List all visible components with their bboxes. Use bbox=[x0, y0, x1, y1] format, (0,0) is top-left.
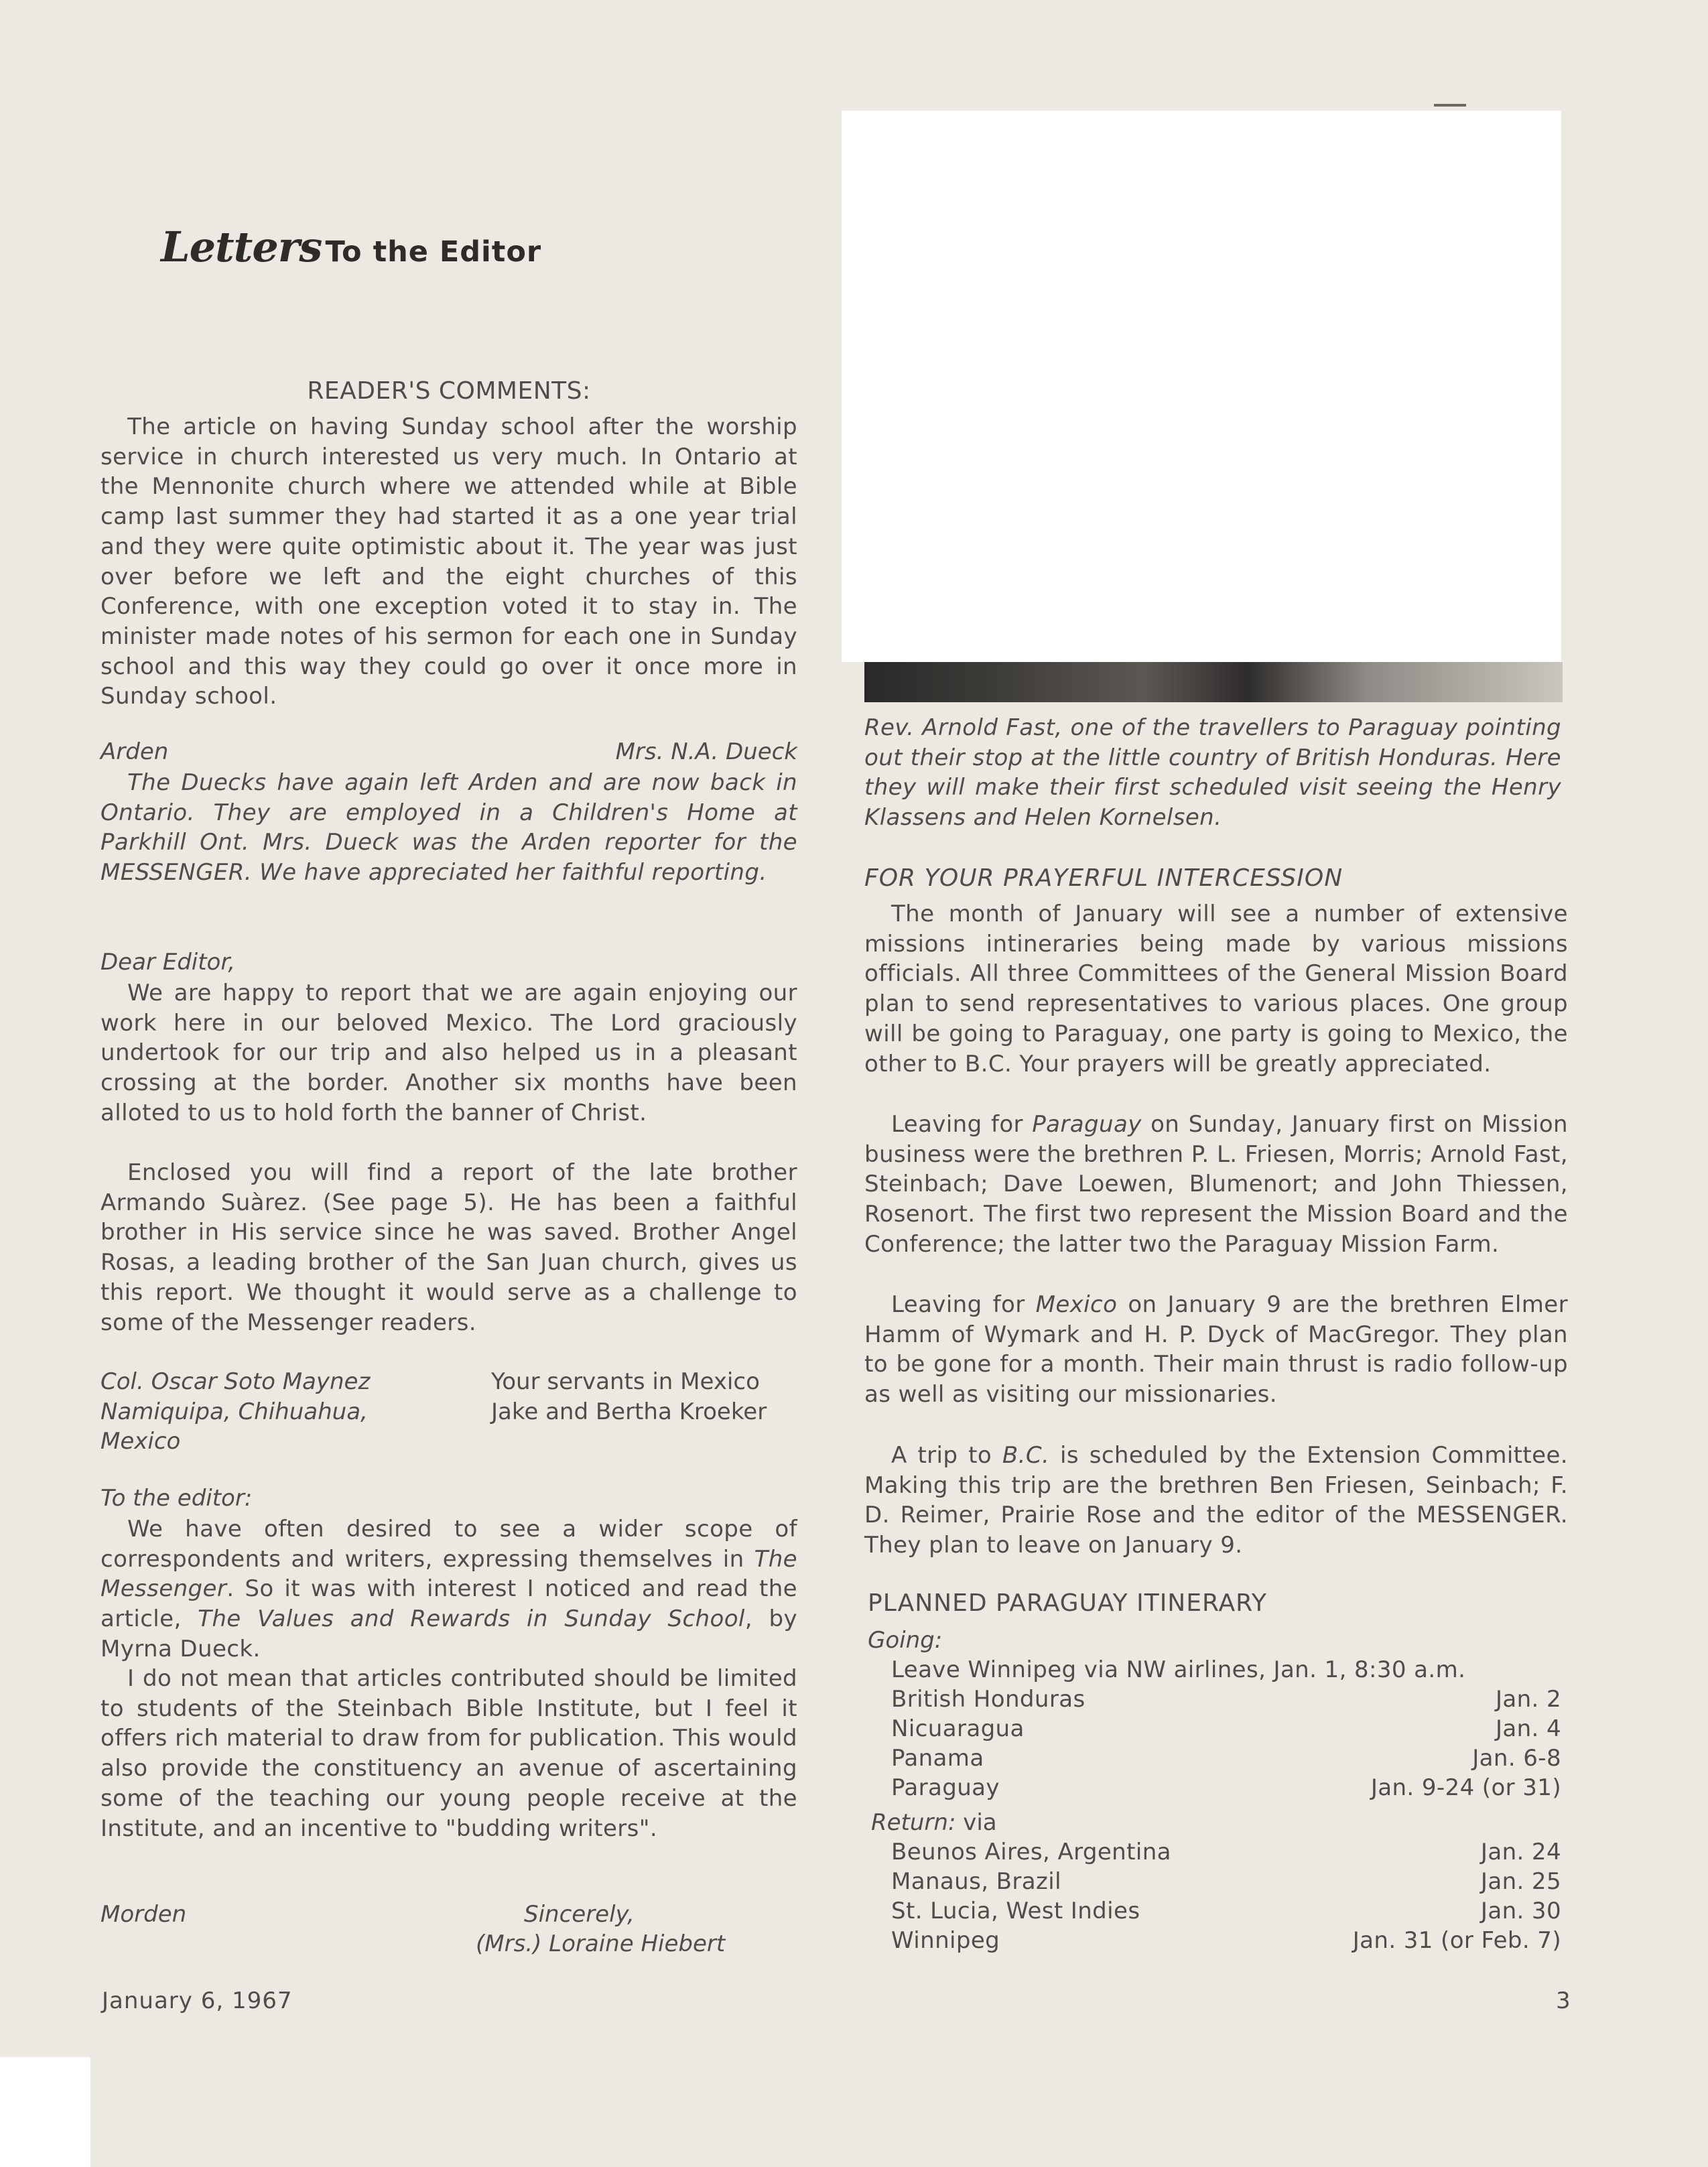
letter1-editor-note: The Duecks have again left Arden and are now back in Ontario. They are employed in a Children's Home at Parkhill Ont. Mrs. Dueck was the Arden reporter for the MESSENGER. We have appreciated her faithful reporting. bbox=[101, 769, 797, 886]
itinerary-row bbox=[891, 1868, 1561, 1898]
itinerary-row bbox=[891, 1656, 1561, 1686]
photo-caption: Rev. Arnold Fast, one of the travellers to Paraguay pointing out their stop at the little country of British Honduras. Here they will make their first scheduled visit seeing the Henry Klassens and Helen Kornelsen. bbox=[864, 714, 1561, 832]
letter2-para1: We are happy to report that we are again enjoying our work here in our beloved Mexico. The Lord graciously undertook for our trip and also helped us in a pleasant crossing at the border. Another six months have been alloted to us to hold forth the banner of Christ. bbox=[101, 980, 797, 1126]
letter2-para2: Enclosed you will find a report of the late brother Armando Suàrez. (See page 5). He has been a faithful brother in His service since he was saved. Brother Angel Rosas, a leading brother of the San Juan church, gives us this report. We thought it would serve as a challenge to some of the Messenger readers. bbox=[101, 1159, 797, 1336]
intercession-para3 bbox=[864, 1290, 1568, 1410]
intercession-para3-text: on January 9 are the brethren Elmer Hamm of Wymark and H. P. Dyck of MacGregor. They plan to be gone for a month. Their main thrust is radio follow-up as well as visiting our missionaries. bbox=[864, 1291, 1568, 1408]
letter2-address-line: Col. Oscar Soto Maynez bbox=[101, 1368, 371, 1395]
itinerary-date: Jan. 4 bbox=[1495, 1715, 1561, 1742]
itinerary-place: British Honduras bbox=[891, 1686, 1086, 1713]
masthead-title-big: Letters bbox=[161, 222, 322, 271]
letter3-closing: Sincerely, bbox=[524, 1901, 635, 1928]
letter3-para1-text: We have often desired to see a wider scope of correspondents and writers, expressing themselves in bbox=[101, 1516, 797, 1573]
letter3-messenger-title: The Messenger bbox=[101, 1545, 797, 1603]
intercession-para2-text: Leaving for bbox=[891, 1111, 1033, 1138]
itinerary-date: Jan. 24 bbox=[1480, 1839, 1561, 1865]
corner-redaction bbox=[0, 2057, 90, 2167]
readers-comments-heading: READER'S COMMENTS: bbox=[307, 377, 591, 405]
page-number: 3 bbox=[1556, 1987, 1571, 2014]
letter1-place: Arden bbox=[101, 738, 169, 765]
intercession-para3-destination: Mexico bbox=[1035, 1291, 1118, 1318]
letter3-salutation: To the editor: bbox=[101, 1485, 253, 1512]
letter3-signature: (Mrs.) Loraine Hiebert bbox=[476, 1930, 726, 1957]
itinerary-place: Paraguay bbox=[891, 1774, 1000, 1801]
intercession-para4 bbox=[864, 1441, 1568, 1561]
itinerary-place: Leave Winnipeg via NW airlines, Jan. 1, 8:30 a.m. bbox=[891, 1656, 1466, 1683]
footer-date: January 6, 1967 bbox=[102, 1987, 293, 2014]
itinerary-heading: PLANNED PARAGUAY ITINERARY bbox=[868, 1589, 1267, 1617]
itinerary-row bbox=[891, 1745, 1561, 1774]
intercession-para4-text: A trip to bbox=[891, 1442, 1002, 1469]
itinerary-return-label-text: Return: bbox=[871, 1809, 956, 1836]
itinerary-date: Jan. 31 (or Feb. 7) bbox=[1352, 1927, 1561, 1954]
itinerary-place: Nicuaragua bbox=[891, 1715, 1025, 1742]
intercession-heading: FOR YOUR PRAYERFUL INTERCESSION bbox=[864, 864, 1343, 892]
photo-edge-mark bbox=[1434, 104, 1466, 107]
itinerary-row bbox=[891, 1898, 1561, 1927]
itinerary-row bbox=[891, 1927, 1561, 1957]
itinerary-going-label: Going: bbox=[868, 1627, 943, 1654]
itinerary-date: Jan. 2 bbox=[1495, 1686, 1561, 1713]
letter2-closing-line: Your servants in Mexico bbox=[491, 1368, 760, 1395]
letter2-address bbox=[101, 1367, 370, 1457]
intercession-para4-text: is scheduled by the Extension Committee. Making this trip are the brethren Ben Friesen, Seinbach; F. D. Reimer, Prairie Rose and the editor of the MESSENGER. They plan to leave on January 9. bbox=[864, 1442, 1568, 1559]
letter3-place: Morden bbox=[101, 1901, 187, 1928]
letter1-signoff bbox=[101, 738, 797, 769]
intercession-para1: The month of January will see a number of extensive missions intineraries being made by various missions officials. All three Committees of the General Mission Board plan to send representatives to various places. One group will be going to Paraguay, one party is going to Mexico, the other to B.C. Your prayers will be greatly appreciated. bbox=[864, 901, 1568, 1077]
letter2-salutation: Dear Editor, bbox=[101, 949, 236, 976]
intercession-para2 bbox=[864, 1110, 1568, 1260]
itinerary-row bbox=[891, 1839, 1561, 1868]
itinerary-place: Manaus, Brazil bbox=[891, 1868, 1061, 1895]
photo-redacted bbox=[842, 111, 1561, 662]
itinerary-return-via: via bbox=[963, 1809, 997, 1836]
itinerary-row bbox=[891, 1774, 1561, 1804]
letter2-closing-line: Jake and Bertha Kroeker bbox=[491, 1398, 767, 1425]
itinerary-date: Jan. 25 bbox=[1480, 1868, 1561, 1895]
intercession-para4-destination: B.C. bbox=[1002, 1442, 1050, 1469]
intercession-para3-text: Leaving for bbox=[891, 1291, 1036, 1318]
itinerary-return-label bbox=[871, 1809, 997, 1836]
letter3-para1 bbox=[101, 1514, 797, 1664]
masthead bbox=[161, 222, 541, 271]
intercession-para2-text: on Sunday, January first on Mission business were the brethren P. L. Friesen, Morris; Arnold Fast, Steinbach; Dave Loewen, Blumenort; and John Thiessen, Rosenort. The first two represent the Mission Board and the Conference; the latter two the Paraguay Mission Farm. bbox=[864, 1111, 1568, 1258]
letter1-signature: Mrs. N.A. Dueck bbox=[615, 738, 797, 765]
letter3-para2: I do not mean that articles contributed should be limited to students of the Steinbach Bible Institute, but I feel it offers rich material to draw from for publication. This would also provide the constituency an avenue of ascertaining some of the teaching our young people receive at the Institute, and an incentive to "budding writers". bbox=[101, 1665, 797, 1842]
itinerary-date: Jan. 9-24 (or 31) bbox=[1370, 1774, 1561, 1801]
masthead-title-small: To the Editor bbox=[325, 235, 542, 269]
itinerary-place: Winnipeg bbox=[891, 1927, 1000, 1954]
itinerary-row bbox=[891, 1715, 1561, 1745]
letter3-para1-text: . So it was with interest I noticed and read the article, bbox=[101, 1575, 797, 1633]
itinerary-place: Beunos Aires, Argentina bbox=[891, 1839, 1171, 1865]
photo bbox=[864, 662, 1563, 702]
letter3-article-title: The Values and Rewards in Sunday School bbox=[198, 1605, 745, 1633]
itinerary-row bbox=[891, 1686, 1561, 1715]
letter2-address-line: Mexico bbox=[101, 1428, 181, 1455]
itinerary-place: Panama bbox=[891, 1745, 984, 1772]
itinerary-date: Jan. 30 bbox=[1480, 1898, 1561, 1924]
itinerary-place: St. Lucia, West Indies bbox=[891, 1898, 1140, 1924]
letter3-para1-text: , by Myrna Dueck. bbox=[101, 1605, 797, 1662]
intercession-para2-destination: Paraguay bbox=[1032, 1111, 1142, 1138]
itinerary-date: Jan. 6-8 bbox=[1472, 1745, 1561, 1772]
letter2-address-line: Namiquipa, Chihuahua, bbox=[101, 1398, 368, 1425]
letter1-body: The article on having Sunday school after the worship service in church interested us very much. In Ontario at the Mennonite church where we attended while at Bible camp last summer they had started it as a one year trial and they were quite optimistic about it. The year was just over before we left and the eight churches of this Conference, with one exception voted it to stay in. The minister made notes of his sermon for each one in Sunday school and this way they could go over it once more in Sunday school. bbox=[101, 413, 797, 710]
letter2-closing bbox=[491, 1367, 767, 1427]
